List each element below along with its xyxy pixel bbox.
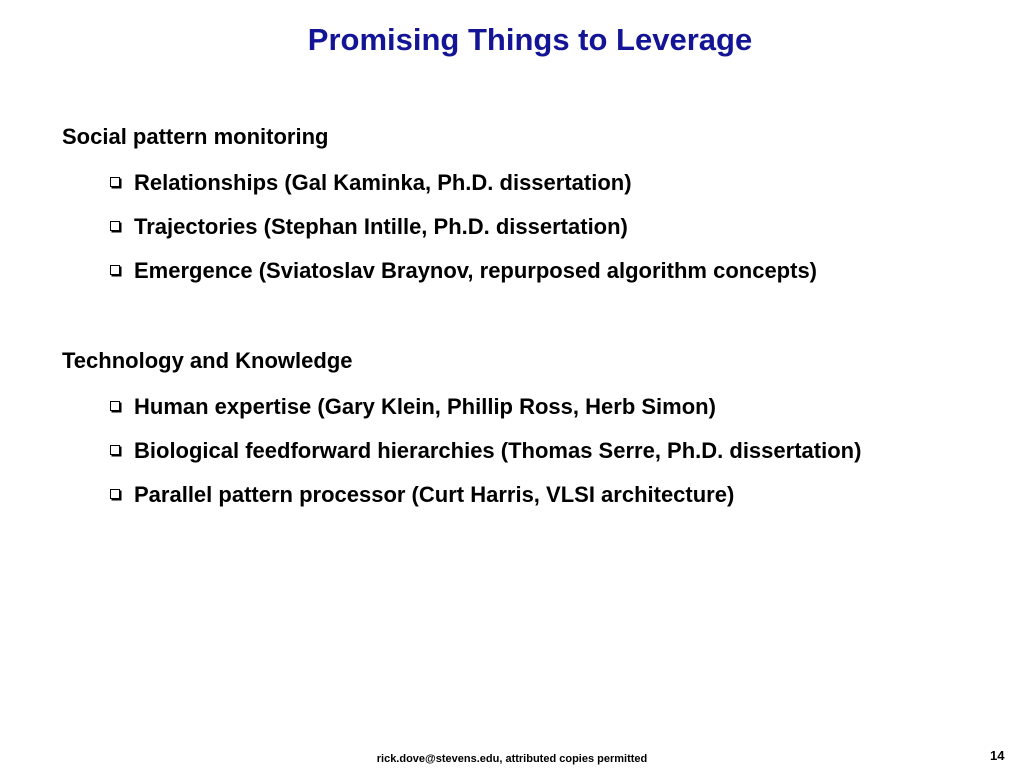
list-item-text: Biological feedforward hierarchies (Thomas Serre, Ph.D. dissertation) xyxy=(134,438,862,463)
slide-footer xyxy=(0,752,1024,766)
square-bullet-icon xyxy=(110,177,120,187)
square-bullet-icon xyxy=(110,445,120,455)
section-heading: Technology and Knowledge xyxy=(62,348,353,373)
square-bullet-icon xyxy=(110,221,120,231)
list-item-text: Parallel pattern processor (Curt Harris, VLSI architecture) xyxy=(134,482,735,507)
list-item xyxy=(110,213,628,241)
square-bullet-icon xyxy=(110,489,120,499)
list-item xyxy=(110,437,861,465)
list-item xyxy=(110,257,817,285)
list-item-text: Human expertise (Gary Klein, Phillip Ross, Herb Simon) xyxy=(134,394,716,419)
list-item-text: Relationships (Gal Kaminka, Ph.D. dissertation) xyxy=(134,170,632,195)
list-item-text: Emergence (Sviatoslav Braynov, repurposed algorithm concepts) xyxy=(134,258,818,283)
list-item xyxy=(110,169,632,197)
square-bullet-icon xyxy=(110,401,120,411)
footer-text: rick.dove@stevens.edu, attributed copies permitted xyxy=(376,753,648,765)
slide-title: Promising Things to Leverage xyxy=(307,22,753,57)
section-heading: Social pattern monitoring xyxy=(62,124,329,149)
list-item-text: Trajectories (Stephan Intille, Ph.D. dissertation) xyxy=(134,214,628,239)
page-number: 14 xyxy=(990,748,1005,763)
square-bullet-icon xyxy=(110,265,120,275)
list-item xyxy=(110,481,734,509)
list-item xyxy=(110,393,716,421)
